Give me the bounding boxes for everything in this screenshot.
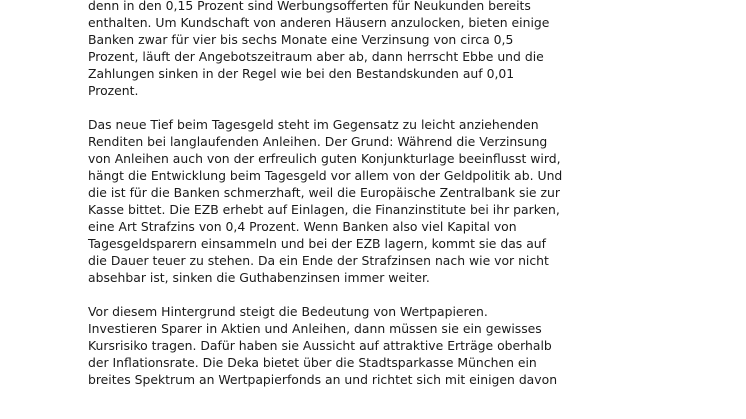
text-line: enthalten. Um Kundschaft von anderen Häusern anzulocken, bieten einige bbox=[88, 15, 550, 31]
text-line: die ist für die Banken schmerzhaft, weil die Europäische Zentralbank sie zur bbox=[88, 184, 560, 200]
text-line: Prozent. bbox=[88, 83, 139, 99]
text-line: Das neue Tief beim Tagesgeld steht im Gegensatz zu leicht anziehenden bbox=[88, 116, 539, 132]
text-line: denn in den 0,15 Prozent sind Werbungsofferten für Neukunden bereits bbox=[88, 0, 531, 13]
text-line: die Dauer teuer zu stehen. Da ein Ende der Strafzinsen nach wie vor nicht bbox=[88, 253, 549, 269]
text-line: hängt die Entwicklung beim Tagesgeld vor allem von der Geldpolitik ab. Und bbox=[88, 167, 563, 183]
paragraph-1 bbox=[88, 0, 548, 100]
text-line: Banken zwar für vier bis sechs Monate eine Verzinsung von circa 0,5 bbox=[88, 32, 514, 48]
article-body bbox=[88, 0, 563, 404]
text-line: Vor diesem Hintergrund steigt die Bedeutung von Wertpapieren. bbox=[88, 303, 488, 319]
text-line: absehbar ist, sinken die Guthabenzinsen immer weiter. bbox=[88, 270, 430, 286]
paragraph-2 bbox=[88, 116, 563, 287]
text-line: Investieren Sparer in Aktien und Anleihen, dann müssen sie ein gewisses bbox=[88, 320, 542, 336]
paragraph-3 bbox=[88, 303, 558, 388]
text-line: eine Art Strafzins von 0,4 Prozent. Wenn Banken also viel Kapital von bbox=[88, 219, 517, 235]
text-line: von Anleihen auch von der erfreulich guten Konjunkturlage beeinflusst wird, bbox=[88, 150, 561, 166]
text-line: breites Spektrum an Wertpapierfonds an und richtet sich mit einigen davon bbox=[88, 371, 558, 387]
text-line: Kursrisiko tragen. Dafür haben sie Aussicht auf attraktive Erträge oberhalb bbox=[88, 337, 552, 353]
text-line: Zahlungen sinken in der Regel wie bei den Bestandskunden auf 0,01 bbox=[88, 66, 515, 82]
text-line: Tagesgeldsparern einsammeln und bei der EZB lagern, kommt sie das auf bbox=[88, 236, 546, 252]
text-line: Prozent, läuft der Angebotszeitraum aber ab, dann herrscht Ebbe und die bbox=[88, 49, 544, 65]
text-line: Renditen bei langlaufenden Anleihen. Der Grund: Während die Verzinsung bbox=[88, 133, 548, 149]
text-line: Kasse bittet. Die EZB erhebt auf Einlagen, die Finanzinstitute bei ihr parken, bbox=[88, 202, 560, 218]
text-line: der Inflationsrate. Die Deka bietet über die Stadtsparkasse München ein bbox=[88, 354, 537, 370]
